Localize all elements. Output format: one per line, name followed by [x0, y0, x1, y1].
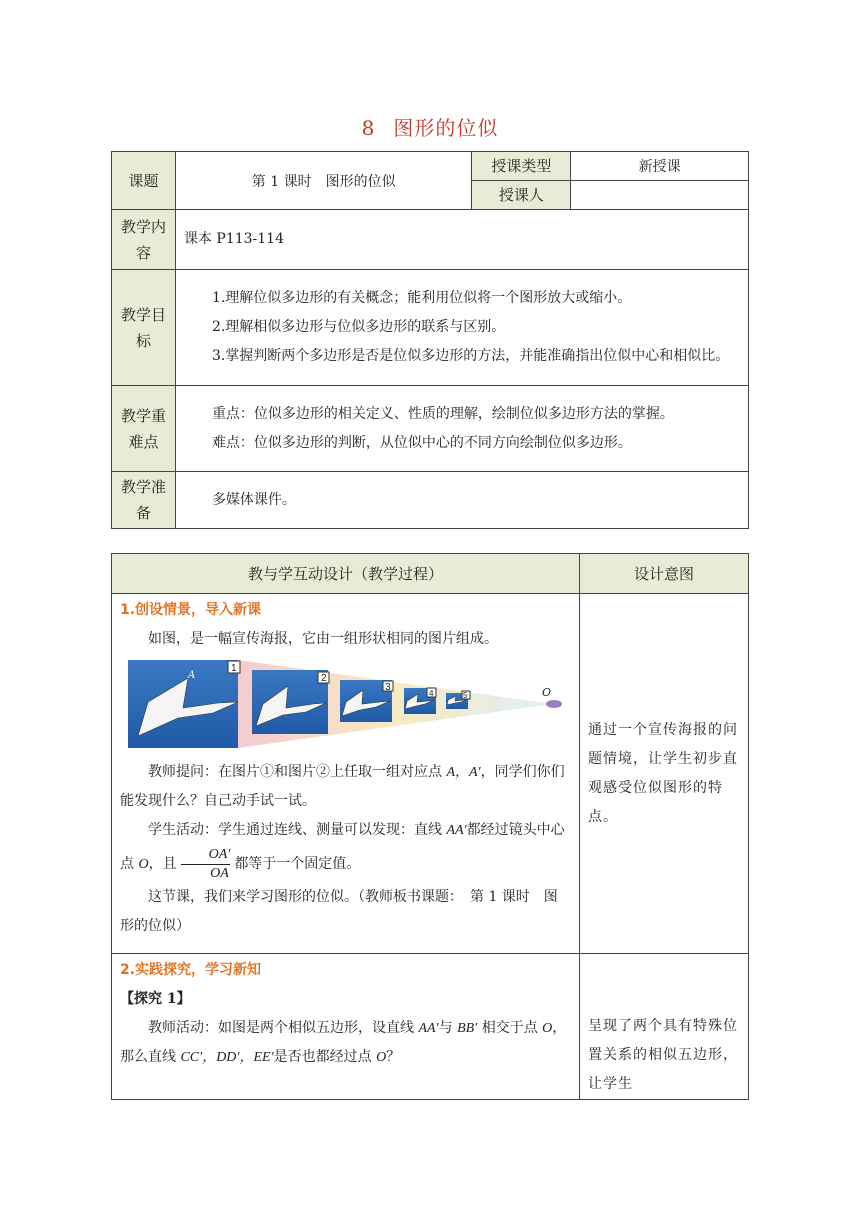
section2-cell [112, 954, 580, 1100]
section2-p1: 教师活动：如图是两个相似五边形，设直线 AA′与 BB′ 相交于点 O，那么直线 CC′，DD′，EE′是否也都经过点 O？ [120, 1020, 567, 1065]
section1-cell [112, 594, 580, 954]
section1-p3: 学生活动：学生通过连线、测量可以发现：直线 AA′都经过镜头中心点 O，且 $\frac{OA'}{OA}$ 都等于一个固定值。 [120, 822, 565, 881]
lesson-info-table [111, 151, 749, 529]
section1-p1: 如图，是一幅宣传海报，它由一组形状相同的图片组成。 [148, 631, 498, 647]
crane-poster-image [128, 658, 568, 750]
topic-label: 课题 [112, 152, 176, 210]
section2-subheading: 【探究 1】 [120, 991, 191, 1007]
type-label: 授课类型 [472, 152, 571, 181]
topic-value: 第 1 课时 图形的位似 [175, 152, 472, 210]
key-point: 重点：位似多边形的相关定义、性质的理解，绘制位似多边形方法的掌握。 [211, 405, 674, 422]
process-header: 教与学互动设计（教学过程） [112, 554, 580, 594]
poster-point-o: O [542, 686, 552, 699]
type-value: 新授课 [571, 152, 749, 181]
goal-item: 3.掌握判断两个多边形是否是位似多边形的方法，并能准确指出位似中心和相似比。 [211, 348, 730, 364]
section2-intent: 呈现了两个具有特殊位置关系的相似五边形，让学生 [579, 954, 748, 1100]
goals-label: 教学目标 [112, 270, 176, 386]
intent-header: 设计意图 [579, 554, 748, 594]
ratio-fraction: $\frac{OA'}{OA}$ [181, 845, 231, 883]
section2-heading: 2.实践探究，学习新知 [120, 962, 262, 978]
poster-point-a: A [188, 670, 196, 681]
content-label: 教学内容 [112, 210, 176, 270]
goal-item: 2.理解相似多边形与位似多边形的联系与区别。 [211, 319, 506, 335]
goals-cell [175, 270, 748, 386]
poster-label-5: 5 [463, 691, 468, 700]
section1-intent: 通过一个宣传海报的问题情境，让学生初步直观感受位似图形的特点。 [579, 594, 748, 954]
goal-item: 1.理解位似多边形的有关概念；能利用位似将一个图形放大或缩小。 [211, 290, 632, 306]
document-title [0, 112, 860, 141]
poster-label-3: 3 [385, 682, 391, 693]
process-table [111, 553, 749, 1100]
prep-value: 多媒体课件。 [175, 472, 748, 529]
section1-p4: 这节课，我们来学习图形的位似。（教师板书课题： 第 1 课时 图形的位似） [120, 889, 558, 934]
difficult-point: 难点：位似多边形的判断，从位似中心的不同方向绘制位似多边形。 [211, 434, 632, 451]
key-cell [175, 386, 748, 472]
title-number: 8 [361, 116, 376, 140]
prep-label: 教学准备 [112, 472, 176, 529]
poster-label-4: 4 [429, 689, 434, 698]
content-value: 课本 P113-114 [175, 210, 748, 270]
key-label: 教学重难点 [112, 386, 176, 472]
poster-label-1: 1 [231, 663, 237, 674]
section1-heading: 1.创设情景，导入新课 [120, 602, 262, 618]
teacher-label: 授课人 [472, 181, 571, 210]
teacher-value [571, 181, 749, 210]
poster-label-2: 2 [321, 673, 327, 684]
section1-p2: 教师提问：在图片①和图片②上任取一组对应点 A，A′，同学们你们能发现什么？自己动手试一试。 [120, 764, 565, 809]
title-text: 图形的位似 [393, 116, 499, 140]
